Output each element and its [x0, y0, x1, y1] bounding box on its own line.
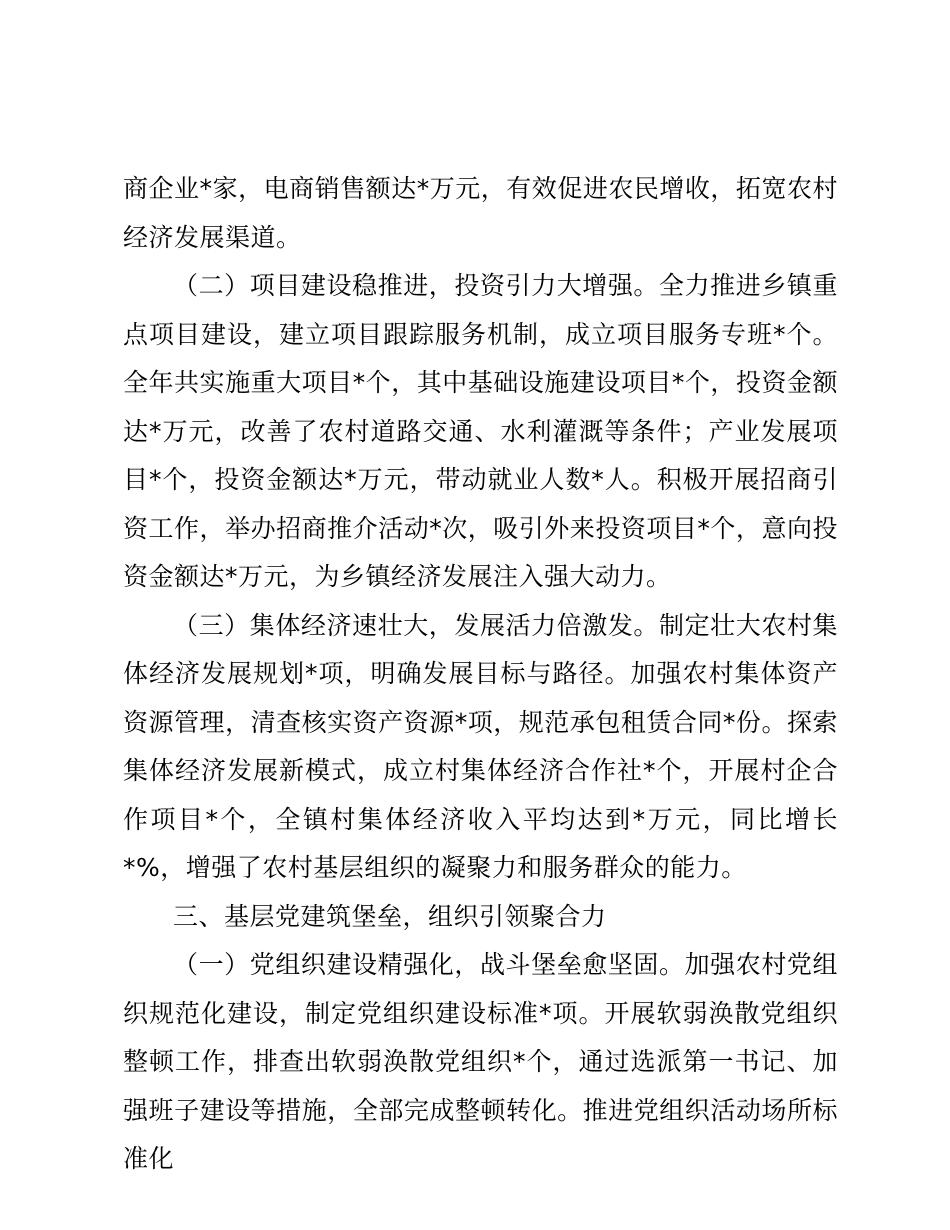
paragraph-continuation: 商企业*家，电商销售额达*万元，有效促进农民增收，拓宽农村经济发展渠道。 — [123, 174, 838, 252]
paragraph-project-construction: （二）项目建设稳推进，投资引力大增强。全力推进乡镇重点项目建设，建立项目跟踪服务机制，成立项目服务专班*个。全年共实施重大项目*个，其中基础设施建设项目*个，投资金额达*万元，改善了农村道路交通、水利灌溉等条件；产业发展项目*个，投资金额达*万元，带动就业人数*人。积极开展招商引资工作，举办招商推介活动*次，吸引外来投资项目*个，意向投资金额达*万元，为乡镇经济发展注入强大动力。 — [123, 271, 838, 591]
paragraph-party-organization: （一）党组织建设精强化，战斗堡垒愈坚固。加强农村党组织规范化建设，制定党组织建设标准*项。开展软弱涣散党组织整顿工作，排查出软弱涣散党组织*个，通过选派第一书记、加强班子建设等措施，全部完成整顿转化。推进党组织活动场所标准化 — [123, 950, 838, 1173]
document-body — [123, 165, 838, 1184]
paragraph-collective-economy: （三）集体经济速壮大，发展活力倍激发。制定壮大农村集体经济发展规划*项，明确发展目标与路径。加强农村集体资产资源管理，清查核实资产资源*项，规范承包租赁合同*份。探索集体经济发展新模式，成立村集体经济合作社*个，开展村企合作项目*个，全镇村集体经济收入平均达到*万元，同比增长*%，增强了农村基层组织的凝聚力和服务群众的能力。 — [123, 610, 838, 882]
section-heading-party-building: 三、基层党建筑堡垒，组织引领聚合力 — [173, 901, 607, 931]
